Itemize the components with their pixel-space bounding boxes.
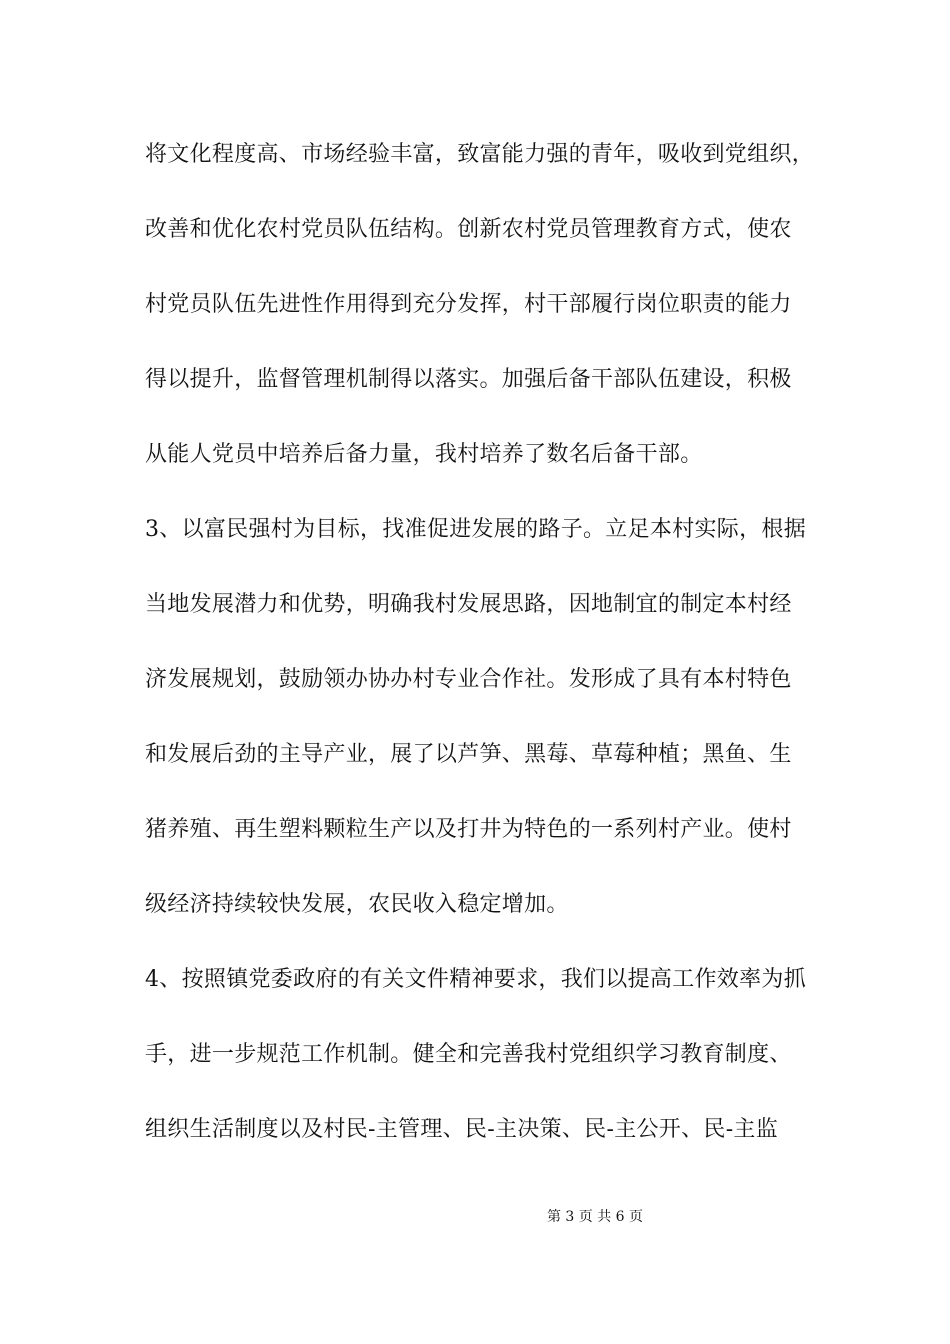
text-line: 4、按照镇党委政府的有关文件精神要求，我们以提高工作效率为抓 <box>145 967 806 992</box>
text-line: 得以提升，监督管理机制得以落实。加强后备干部队伍建设，积极 <box>145 367 792 392</box>
text-line: 3、以富民强村为目标，找准促进发展的路子。立足本村实际，根据 <box>145 517 806 542</box>
text-line: 手，进一步规范工作机制。健全和完善我村党组织学习教育制度、 <box>145 1042 792 1067</box>
page-number: 第 3 页 共 6 页 <box>546 1209 644 1225</box>
text-line: 级经济持续较快发展，农民收入稳定增加。 <box>145 892 569 917</box>
text-line: 改善和优化农村党员队伍结构。创新农村党员管理教育方式，使农 <box>145 217 792 242</box>
text-line: 村党员队伍先进性作用得到充分发挥，村干部履行岗位职责的能力 <box>145 292 792 317</box>
text-line: 济发展规划，鼓励领办协办村专业合作社。发形成了具有本村特色 <box>145 667 792 692</box>
text-line: 和发展后劲的主导产业，展了以芦笋、黑莓、草莓种植；黑鱼、生 <box>145 742 792 767</box>
text-line: 将文化程度高、市场经验丰富，致富能力强的青年，吸收到党组织， <box>145 142 815 167</box>
text-line: 猪养殖、再生塑料颗粒生产以及打井为特色的一系列村产业。使村 <box>145 817 792 842</box>
text-line: 组织生活制度以及村民-主管理、民-主决策、民-主公开、民-主监 <box>145 1117 779 1142</box>
text-line: 从能人党员中培养后备力量，我村培养了数名后备干部。 <box>145 442 703 467</box>
page-footer <box>0 1208 950 1226</box>
text-line: 当地发展潜力和优势，明确我村发展思路，因地制宜的制定本村经 <box>145 592 792 617</box>
